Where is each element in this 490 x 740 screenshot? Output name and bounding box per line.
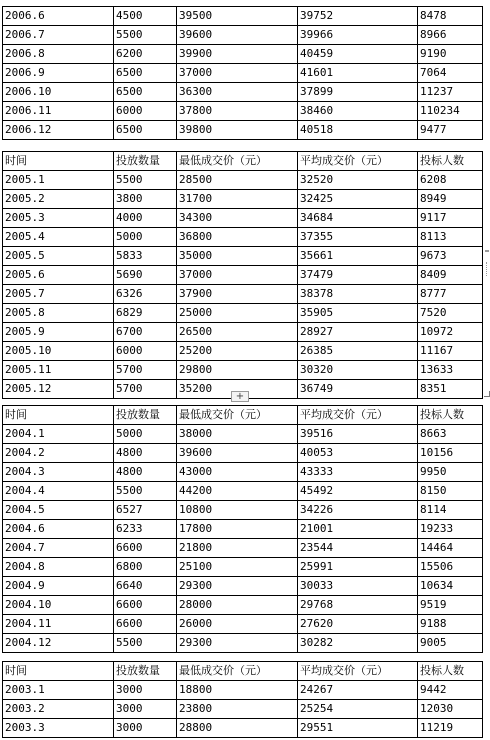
time-cell: 2004.10 — [3, 596, 114, 615]
time-cell: 2006.12 — [3, 121, 114, 140]
avg-price-cell: 30320 — [298, 361, 418, 380]
quantity-cell: 3000 — [114, 700, 177, 719]
bidders-cell: 9442 — [418, 681, 483, 700]
time-cell: 2005.9 — [3, 323, 114, 342]
bidders-cell: 9188 — [418, 615, 483, 634]
bidders-cell: 7064 — [418, 64, 483, 83]
time-cell: 2004.2 — [3, 444, 114, 463]
avg-price-cell: 25254 — [298, 700, 418, 719]
min-price-cell: 25200 — [177, 342, 298, 361]
time-cell: 2004.1 — [3, 425, 114, 444]
resize-corner-icon[interactable] — [484, 391, 490, 397]
min-price-cell: 29300 — [177, 577, 298, 596]
bidders-cell: 8949 — [418, 190, 483, 209]
column-header: 最低成交价（元） — [177, 152, 298, 171]
min-price-cell: 39600 — [177, 444, 298, 463]
bidders-cell: 9190 — [418, 45, 483, 64]
quantity-cell: 6700 — [114, 323, 177, 342]
min-price-cell: 25000 — [177, 304, 298, 323]
quantity-cell: 6829 — [114, 304, 177, 323]
bidders-cell: 9950 — [418, 463, 483, 482]
bidders-cell: 15506 — [418, 558, 483, 577]
avg-price-cell: 35661 — [298, 247, 418, 266]
quantity-cell: 5500 — [114, 634, 177, 653]
min-price-cell: 39600 — [177, 26, 298, 45]
time-cell: 2005.4 — [3, 228, 114, 247]
min-price-cell: 44200 — [177, 482, 298, 501]
quantity-cell: 5000 — [114, 228, 177, 247]
time-cell: 2005.7 — [3, 285, 114, 304]
quantity-cell: 4800 — [114, 444, 177, 463]
avg-price-cell: 26385 — [298, 342, 418, 361]
table-row — [3, 700, 483, 719]
bidders-cell: 11237 — [418, 83, 483, 102]
quantity-cell: 6500 — [114, 121, 177, 140]
bidders-cell: 12030 — [418, 700, 483, 719]
avg-price-cell: 32520 — [298, 171, 418, 190]
time-cell: 2004.3 — [3, 463, 114, 482]
avg-price-cell: 40459 — [298, 45, 418, 64]
min-price-cell: 25100 — [177, 558, 298, 577]
avg-price-cell: 30282 — [298, 634, 418, 653]
table-row — [3, 444, 483, 463]
quantity-cell: 6000 — [114, 342, 177, 361]
avg-price-cell: 39752 — [298, 7, 418, 26]
table-row — [3, 577, 483, 596]
min-price-cell: 28800 — [177, 719, 298, 738]
min-price-cell: 29800 — [177, 361, 298, 380]
time-cell: 2005.6 — [3, 266, 114, 285]
table-row — [3, 171, 483, 190]
bidders-cell: 19233 — [418, 520, 483, 539]
table-row — [3, 520, 483, 539]
min-price-cell: 34300 — [177, 209, 298, 228]
min-price-cell: 26500 — [177, 323, 298, 342]
column-header: 投标人数 — [418, 662, 483, 681]
quantity-cell: 4500 — [114, 7, 177, 26]
table-row — [3, 634, 483, 653]
time-cell: 2005.5 — [3, 247, 114, 266]
table-row — [3, 7, 483, 26]
min-price-cell: 28000 — [177, 596, 298, 615]
table-row — [3, 247, 483, 266]
avg-price-cell: 45492 — [298, 482, 418, 501]
avg-price-cell: 34684 — [298, 209, 418, 228]
column-header: 最低成交价（元） — [177, 406, 298, 425]
column-header: 投放数量 — [114, 406, 177, 425]
column-header: 投标人数 — [418, 152, 483, 171]
bidders-cell: 11219 — [418, 719, 483, 738]
avg-price-cell: 28927 — [298, 323, 418, 342]
time-cell: 2004.11 — [3, 615, 114, 634]
bidders-cell: 8113 — [418, 228, 483, 247]
bidders-cell: 9117 — [418, 209, 483, 228]
time-cell: 2004.7 — [3, 539, 114, 558]
table-row — [3, 482, 483, 501]
quantity-cell: 6500 — [114, 83, 177, 102]
quantity-cell: 4800 — [114, 463, 177, 482]
table-row — [3, 539, 483, 558]
avg-price-cell: 43333 — [298, 463, 418, 482]
min-price-cell: 39500 — [177, 7, 298, 26]
min-price-cell: 35200 — [177, 380, 298, 399]
bidders-cell: 9477 — [418, 121, 483, 140]
column-header: 平均成交价（元） — [298, 152, 418, 171]
min-price-cell: 37000 — [177, 64, 298, 83]
time-cell: 2005.8 — [3, 304, 114, 323]
column-header: 投放数量 — [114, 152, 177, 171]
table-row — [3, 501, 483, 520]
table-row — [3, 361, 483, 380]
time-cell: 2004.9 — [3, 577, 114, 596]
bidders-cell: 10634 — [418, 577, 483, 596]
quantity-cell: 3800 — [114, 190, 177, 209]
bidders-cell: 8409 — [418, 266, 483, 285]
time-cell: 2006.8 — [3, 45, 114, 64]
bidders-cell: 9005 — [418, 634, 483, 653]
quantity-cell: 5690 — [114, 266, 177, 285]
time-cell: 2005.3 — [3, 209, 114, 228]
quantity-cell: 6600 — [114, 615, 177, 634]
avg-price-cell: 37479 — [298, 266, 418, 285]
min-price-cell: 10800 — [177, 501, 298, 520]
time-cell: 2005.1 — [3, 171, 114, 190]
avg-price-cell: 36749 — [298, 380, 418, 399]
time-cell: 2003.1 — [3, 681, 114, 700]
avg-price-cell: 38460 — [298, 102, 418, 121]
quantity-cell: 5833 — [114, 247, 177, 266]
quantity-cell: 5700 — [114, 361, 177, 380]
time-cell: 2004.4 — [3, 482, 114, 501]
quantity-cell: 5700 — [114, 380, 177, 399]
avg-price-cell: 40053 — [298, 444, 418, 463]
bidders-cell: 8777 — [418, 285, 483, 304]
table-row — [3, 121, 483, 140]
quantity-cell: 6000 — [114, 102, 177, 121]
bidders-cell: 8966 — [418, 26, 483, 45]
min-price-cell: 38000 — [177, 425, 298, 444]
bidders-cell: 8351 — [418, 380, 483, 399]
table-2006 — [2, 6, 483, 140]
table-row — [3, 45, 483, 64]
min-price-cell: 43000 — [177, 463, 298, 482]
avg-price-cell: 40518 — [298, 121, 418, 140]
table-row — [3, 285, 483, 304]
min-price-cell: 37000 — [177, 266, 298, 285]
bidders-cell: 13633 — [418, 361, 483, 380]
avg-price-cell: 39966 — [298, 26, 418, 45]
table-row — [3, 596, 483, 615]
time-cell: 2005.11 — [3, 361, 114, 380]
min-price-cell: 39900 — [177, 45, 298, 64]
avg-price-cell: 38378 — [298, 285, 418, 304]
time-cell: 2006.7 — [3, 26, 114, 45]
table-row — [3, 209, 483, 228]
add-row-button[interactable]: + — [231, 391, 249, 402]
avg-price-cell: 32425 — [298, 190, 418, 209]
min-price-cell: 31700 — [177, 190, 298, 209]
time-cell: 2006.9 — [3, 64, 114, 83]
bidders-cell: 6208 — [418, 171, 483, 190]
bidders-cell: 8478 — [418, 7, 483, 26]
bidders-cell: 110234 — [418, 102, 483, 121]
table-header-row — [3, 406, 483, 425]
table-row — [3, 615, 483, 634]
bidders-cell: 9673 — [418, 247, 483, 266]
quantity-cell: 6640 — [114, 577, 177, 596]
quantity-cell: 6600 — [114, 596, 177, 615]
bidders-cell: 9519 — [418, 596, 483, 615]
time-cell: 2006.10 — [3, 83, 114, 102]
avg-price-cell: 29551 — [298, 719, 418, 738]
time-cell: 2004.8 — [3, 558, 114, 577]
avg-price-cell: 34226 — [298, 501, 418, 520]
min-price-cell: 21800 — [177, 539, 298, 558]
column-header: 投标人数 — [418, 406, 483, 425]
time-cell: 2005.12 — [3, 380, 114, 399]
avg-price-cell: 21001 — [298, 520, 418, 539]
min-price-cell: 26000 — [177, 615, 298, 634]
time-cell: 2004.5 — [3, 501, 114, 520]
table-row — [3, 463, 483, 482]
min-price-cell: 36800 — [177, 228, 298, 247]
time-cell: 2006.6 — [3, 7, 114, 26]
column-header: 最低成交价（元） — [177, 662, 298, 681]
table-row — [3, 558, 483, 577]
table-2004 — [2, 405, 483, 653]
min-price-cell: 37800 — [177, 102, 298, 121]
bidders-cell: 10972 — [418, 323, 483, 342]
quantity-cell: 3000 — [114, 681, 177, 700]
avg-price-cell: 35905 — [298, 304, 418, 323]
table-2005 — [2, 151, 483, 399]
time-cell: 2006.11 — [3, 102, 114, 121]
min-price-cell: 29300 — [177, 634, 298, 653]
bidders-cell: 8114 — [418, 501, 483, 520]
time-cell: 2003.2 — [3, 700, 114, 719]
bidders-cell: 14464 — [418, 539, 483, 558]
time-cell: 2004.12 — [3, 634, 114, 653]
table-row — [3, 342, 483, 361]
table-row — [3, 102, 483, 121]
column-header: 时间 — [3, 152, 114, 171]
avg-price-cell: 39516 — [298, 425, 418, 444]
avg-price-cell: 23544 — [298, 539, 418, 558]
column-header: 时间 — [3, 662, 114, 681]
bidders-cell: 7520 — [418, 304, 483, 323]
avg-price-cell: 41601 — [298, 64, 418, 83]
table-row — [3, 323, 483, 342]
time-cell: 2005.2 — [3, 190, 114, 209]
table-header-row — [3, 152, 483, 171]
min-price-cell: 36300 — [177, 83, 298, 102]
table-row — [3, 190, 483, 209]
quantity-cell: 6200 — [114, 45, 177, 64]
column-header: 时间 — [3, 406, 114, 425]
bidders-cell: 10156 — [418, 444, 483, 463]
table-row — [3, 64, 483, 83]
table-2003 — [2, 661, 483, 738]
table-row — [3, 719, 483, 738]
min-price-cell: 37900 — [177, 285, 298, 304]
edge-marker — [485, 250, 489, 252]
avg-price-cell: 37899 — [298, 83, 418, 102]
time-cell: 2005.10 — [3, 342, 114, 361]
edge-marker-dots — [486, 262, 489, 276]
avg-price-cell: 30033 — [298, 577, 418, 596]
quantity-cell: 5000 — [114, 425, 177, 444]
min-price-cell: 39800 — [177, 121, 298, 140]
quantity-cell: 5500 — [114, 171, 177, 190]
min-price-cell: 18800 — [177, 681, 298, 700]
table-row — [3, 83, 483, 102]
quantity-cell: 5500 — [114, 26, 177, 45]
time-cell: 2004.6 — [3, 520, 114, 539]
avg-price-cell: 24267 — [298, 681, 418, 700]
table-row — [3, 228, 483, 247]
quantity-cell: 6233 — [114, 520, 177, 539]
bidders-cell: 8663 — [418, 425, 483, 444]
time-cell: 2003.3 — [3, 719, 114, 738]
column-header: 投放数量 — [114, 662, 177, 681]
table-row — [3, 425, 483, 444]
min-price-cell: 35000 — [177, 247, 298, 266]
table-row — [3, 26, 483, 45]
quantity-cell: 4000 — [114, 209, 177, 228]
avg-price-cell: 25991 — [298, 558, 418, 577]
table-row — [3, 681, 483, 700]
column-header: 平均成交价（元） — [298, 662, 418, 681]
table-header-row — [3, 662, 483, 681]
quantity-cell: 6326 — [114, 285, 177, 304]
quantity-cell: 6500 — [114, 64, 177, 83]
table-row — [3, 266, 483, 285]
bidders-cell: 11167 — [418, 342, 483, 361]
quantity-cell: 3000 — [114, 719, 177, 738]
min-price-cell: 17800 — [177, 520, 298, 539]
quantity-cell: 6600 — [114, 539, 177, 558]
avg-price-cell: 37355 — [298, 228, 418, 247]
quantity-cell: 6527 — [114, 501, 177, 520]
quantity-cell: 6800 — [114, 558, 177, 577]
avg-price-cell: 27620 — [298, 615, 418, 634]
table-row — [3, 304, 483, 323]
column-header: 平均成交价（元） — [298, 406, 418, 425]
bidders-cell: 8150 — [418, 482, 483, 501]
min-price-cell: 28500 — [177, 171, 298, 190]
avg-price-cell: 29768 — [298, 596, 418, 615]
min-price-cell: 23800 — [177, 700, 298, 719]
quantity-cell: 5500 — [114, 482, 177, 501]
